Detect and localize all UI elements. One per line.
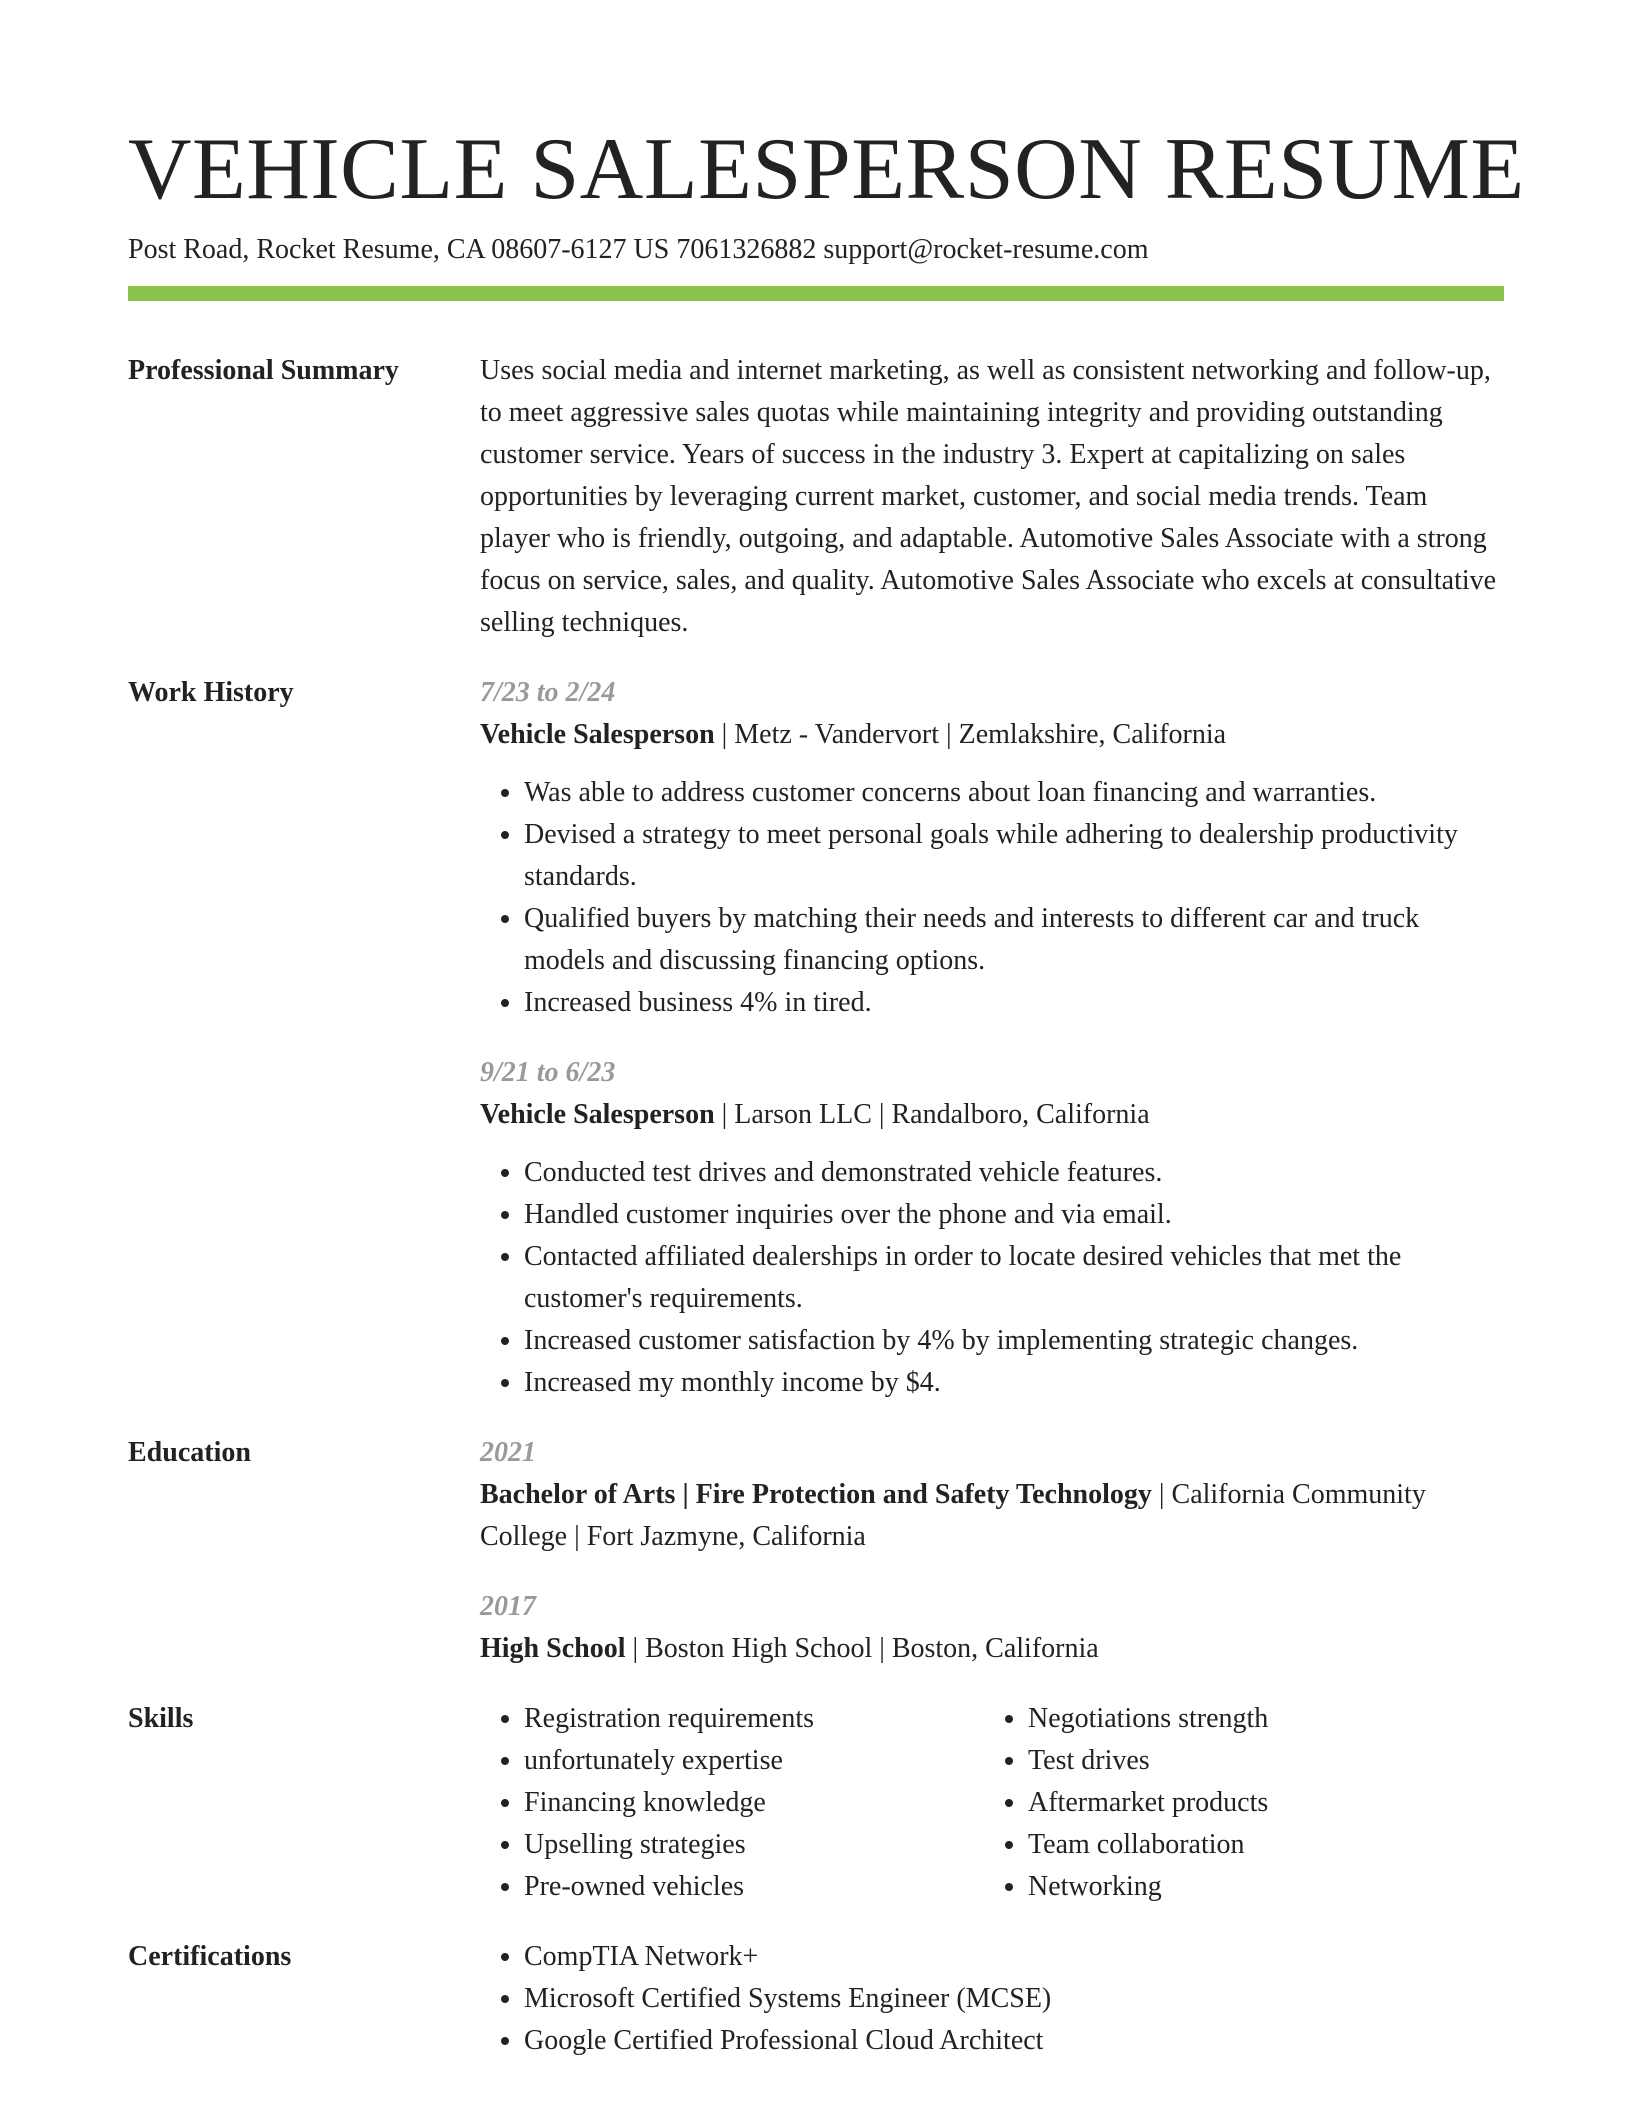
- education-details: | Boston High School | Boston, California: [625, 1633, 1099, 1664]
- section-label-certifications: Certifications: [128, 1941, 292, 1972]
- certifications-body: [480, 1936, 1504, 2062]
- education-year: 2017: [480, 1591, 536, 1622]
- work-body: [480, 672, 1504, 1404]
- job-details: | Metz - Vandervort | Zemlakshire, California: [714, 719, 1227, 750]
- list-item: • Contacted affiliated dealerships in order to locate desired vehicles that met the customer's requirements.: [524, 1236, 1504, 1320]
- list-item: • Handled customer inquiries over the phone and via email.: [524, 1194, 1504, 1236]
- header-divider: [128, 286, 1504, 301]
- resume-content: [128, 350, 1504, 2090]
- education-degree: Bachelor of Arts | Fire Protection and Safety Technology: [480, 1479, 1152, 1510]
- list-item: • Pre-owned vehicles: [524, 1866, 984, 1908]
- education-heading: [480, 1474, 1504, 1558]
- job-title: Vehicle Salesperson: [480, 719, 715, 750]
- certifications-list: [480, 1936, 1504, 2062]
- contact-info: Post Road, Rocket Resume, CA 08607-6127 US 7061326882 support@rocket-resume.com: [128, 234, 1149, 265]
- list-item: • Networking: [1028, 1866, 1504, 1908]
- list-item: • unfortunately expertise: [524, 1740, 984, 1782]
- list-item: • Team collaboration: [1028, 1824, 1504, 1866]
- list-item: • Increased business 4% in tired.: [524, 982, 1504, 1024]
- list-item: • Registration requirements: [524, 1698, 984, 1740]
- section-skills: [128, 1698, 1504, 1908]
- section-summary: [128, 350, 1504, 644]
- list-item: • Qualified buyers by matching their needs and interests to different car and truck models and discussing financing options.: [524, 898, 1504, 982]
- section-certifications: [128, 1936, 1504, 2062]
- list-item: • Upselling strategies: [524, 1824, 984, 1866]
- list-item: • Microsoft Certified Systems Engineer (MCSE): [524, 1978, 1504, 2020]
- skills-columns: [480, 1698, 1504, 1908]
- section-education: [128, 1432, 1504, 1670]
- section-work-history: [128, 672, 1504, 1404]
- education-entry: [480, 1586, 1504, 1670]
- skills-body: [480, 1698, 1504, 1908]
- job-heading: [480, 1094, 1504, 1136]
- job-title: Vehicle Salesperson: [480, 1099, 715, 1130]
- list-item: • Negotiations strength: [1028, 1698, 1504, 1740]
- job-bullets: [480, 772, 1504, 1024]
- summary-body: [480, 350, 1504, 644]
- list-item: • Google Certified Professional Cloud Architect: [524, 2020, 1504, 2062]
- job-details: | Larson LLC | Randalboro, California: [714, 1099, 1150, 1130]
- job-entry: [480, 672, 1504, 1024]
- list-item: • Devised a strategy to meet personal goals while adhering to dealership productivity standards.: [524, 814, 1504, 898]
- education-body: [480, 1432, 1504, 1670]
- section-label-summary: Professional Summary: [128, 355, 399, 386]
- list-item: • Was able to address customer concerns about loan financing and warranties.: [524, 772, 1504, 814]
- job-heading: [480, 714, 1504, 756]
- job-dates: 9/21 to 6/23: [480, 1057, 616, 1088]
- list-item: • Financing knowledge: [524, 1782, 984, 1824]
- resume-title: VEHICLE SALESPERSON RESUME: [128, 121, 1525, 218]
- job-bullets: [480, 1152, 1504, 1404]
- list-item: • Increased my monthly income by $4.: [524, 1362, 1504, 1404]
- education-degree: High School: [480, 1633, 626, 1664]
- list-item: • Aftermarket products: [1028, 1782, 1504, 1824]
- job-dates: 7/23 to 2/24: [480, 677, 616, 708]
- section-label-work: Work History: [128, 677, 294, 708]
- section-label-skills: Skills: [128, 1703, 194, 1734]
- education-details: | California Community College | Fort Jazmyne, California: [480, 1479, 1426, 1552]
- skills-list-right: [984, 1698, 1504, 1908]
- section-label-education: Education: [128, 1437, 251, 1468]
- skills-list-left: [480, 1698, 984, 1908]
- list-item: • CompTIA Network+: [524, 1936, 1504, 1978]
- summary-text: Uses social media and internet marketing, as well as consistent networking and follow-up, to meet aggressive sales quotas while maintaining integrity and providing outstanding customer service. Years of success in the industry 3. Expert at capitalizing on sales opportunities by leveraging current market, customer, and social media trends. Team player who is friendly, outgoing, and adaptable. Automotive Sales Associate with a strong focus on service, sales, and quality. Automotive Sales Associate who excels at consultative selling techniques.: [480, 355, 1497, 638]
- education-year: 2021: [480, 1437, 536, 1468]
- job-entry: [480, 1052, 1504, 1404]
- education-heading: [480, 1628, 1504, 1670]
- list-item: • Increased customer satisfaction by 4% by implementing strategic changes.: [524, 1320, 1504, 1362]
- list-item: • Conducted test drives and demonstrated vehicle features.: [524, 1152, 1504, 1194]
- education-entry: [480, 1432, 1504, 1558]
- list-item: • Test drives: [1028, 1740, 1504, 1782]
